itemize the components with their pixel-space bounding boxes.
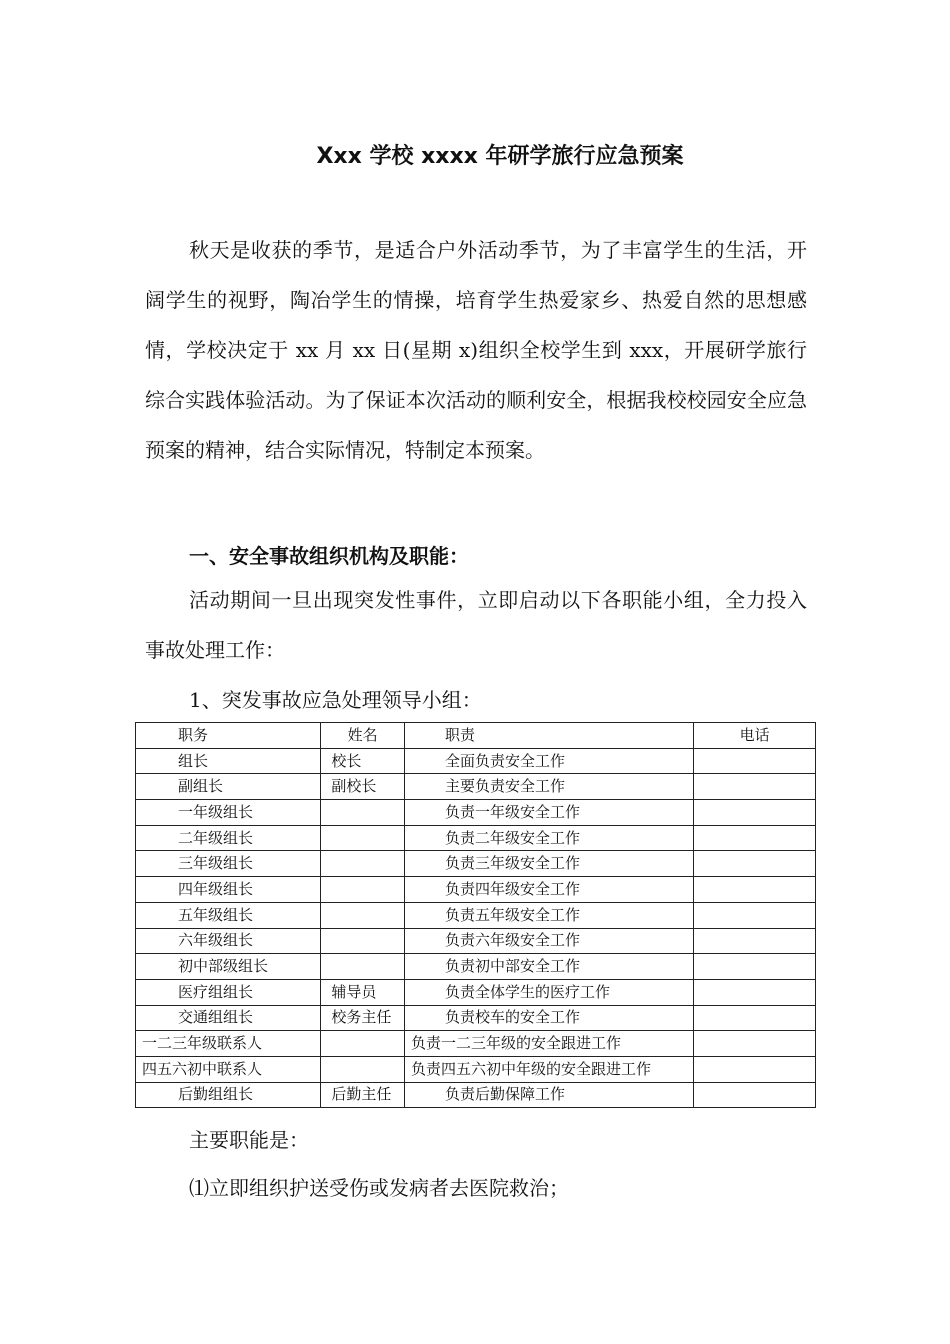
cell-name: 后勤主任 bbox=[321, 1082, 405, 1108]
cell-phone bbox=[694, 774, 816, 800]
table-row bbox=[136, 748, 816, 774]
cell-phone bbox=[694, 851, 816, 877]
cell-duty: 负责后勤保障工作 bbox=[404, 1082, 693, 1108]
section-body: 活动期间一旦出现突发性事件，立即启动以下各职能小组，全力投入事故处理工作： bbox=[145, 588, 807, 662]
cell-phone bbox=[694, 902, 816, 928]
cell-phone bbox=[694, 800, 816, 826]
table-row bbox=[136, 877, 816, 903]
table-row bbox=[136, 774, 816, 800]
cell-duty: 全面负责安全工作 bbox=[404, 748, 693, 774]
cell-name bbox=[321, 825, 405, 851]
cell-duty: 负责六年级安全工作 bbox=[404, 928, 693, 954]
table-row bbox=[136, 1005, 816, 1031]
header-duty: 职责 bbox=[404, 723, 693, 749]
cell-name: 副校长 bbox=[321, 774, 405, 800]
cell-duty: 负责一二三年级的安全跟进工作 bbox=[404, 1031, 693, 1057]
cell-phone bbox=[694, 1005, 816, 1031]
cell-role: 二年级组长 bbox=[136, 825, 321, 851]
cell-duty: 主要负责安全工作 bbox=[404, 774, 693, 800]
table-row bbox=[136, 1056, 816, 1082]
table-row bbox=[136, 1082, 816, 1108]
header-role: 职务 bbox=[136, 723, 321, 749]
cell-name bbox=[321, 1031, 405, 1057]
header-phone: 电话 bbox=[694, 723, 816, 749]
cell-name: 校长 bbox=[321, 748, 405, 774]
table-row bbox=[136, 954, 816, 980]
table-row bbox=[136, 825, 816, 851]
cell-phone bbox=[694, 825, 816, 851]
cell-duty: 负责四年级安全工作 bbox=[404, 877, 693, 903]
functions-label: 主要职能是： bbox=[189, 1128, 309, 1152]
cell-phone bbox=[694, 979, 816, 1005]
table-row bbox=[136, 928, 816, 954]
cell-name bbox=[321, 928, 405, 954]
cell-name bbox=[321, 851, 405, 877]
cell-phone bbox=[694, 928, 816, 954]
cell-role: 医疗组组长 bbox=[136, 979, 321, 1005]
table-row bbox=[136, 1031, 816, 1057]
cell-name bbox=[321, 1056, 405, 1082]
cell-role: 一二三年级联系人 bbox=[136, 1031, 321, 1057]
cell-name bbox=[321, 954, 405, 980]
cell-role: 后勤组组长 bbox=[136, 1082, 321, 1108]
cell-duty: 负责三年级安全工作 bbox=[404, 851, 693, 877]
cell-role: 四五六初中联系人 bbox=[136, 1056, 321, 1082]
cell-duty: 负责校车的安全工作 bbox=[404, 1005, 693, 1031]
function-item: ⑴立即组织护送受伤或发病者去医院救治； bbox=[189, 1176, 569, 1200]
section-heading: 一、安全事故组织机构及职能： bbox=[189, 544, 469, 568]
cell-duty: 负责四五六初中年级的安全跟进工作 bbox=[404, 1056, 693, 1082]
cell-role: 组长 bbox=[136, 748, 321, 774]
cell-duty: 负责一年级安全工作 bbox=[404, 800, 693, 826]
table-row bbox=[136, 851, 816, 877]
document-title: Xxx 学校 xxxx 年研学旅行应急预案 bbox=[316, 144, 684, 169]
cell-phone bbox=[694, 1082, 816, 1108]
cell-phone bbox=[694, 877, 816, 903]
cell-name bbox=[321, 902, 405, 928]
table-row bbox=[136, 979, 816, 1005]
table-row bbox=[136, 902, 816, 928]
cell-name: 校务主任 bbox=[321, 1005, 405, 1031]
table-header-row bbox=[136, 723, 816, 749]
cell-role: 五年级组长 bbox=[136, 902, 321, 928]
cell-role: 副组长 bbox=[136, 774, 321, 800]
cell-phone bbox=[694, 954, 816, 980]
cell-role: 交通组组长 bbox=[136, 1005, 321, 1031]
cell-name bbox=[321, 877, 405, 903]
cell-phone bbox=[694, 748, 816, 774]
header-name: 姓名 bbox=[321, 723, 405, 749]
subsection-heading: 1、突发事故应急处理领导小组： bbox=[189, 688, 482, 712]
cell-phone bbox=[694, 1056, 816, 1082]
cell-role: 三年级组长 bbox=[136, 851, 321, 877]
leadership-table bbox=[135, 722, 816, 1108]
cell-duty: 负责五年级安全工作 bbox=[404, 902, 693, 928]
intro-paragraph: 秋天是收获的季节，是适合户外活动季节，为了丰富学生的生活，开阔学生的视野，陶冶学生的情操，培育学生热爱家乡、热爱自然的思想感情，学校决定于 xx 月 xx 日(星期 x)组织全校学生到 xxx，开展研学旅行综合实践体验活动。为了保证本次活动的顺利安全，根据我校校园安全应急预案的精神，结合实际情况，特制定本预案。 bbox=[145, 238, 807, 462]
cell-role: 一年级组长 bbox=[136, 800, 321, 826]
cell-name: 辅导员 bbox=[321, 979, 405, 1005]
table-row bbox=[136, 800, 816, 826]
cell-duty: 负责初中部安全工作 bbox=[404, 954, 693, 980]
cell-name bbox=[321, 800, 405, 826]
cell-duty: 负责二年级安全工作 bbox=[404, 825, 693, 851]
cell-phone bbox=[694, 1031, 816, 1057]
cell-duty: 负责全体学生的医疗工作 bbox=[404, 979, 693, 1005]
cell-role: 四年级组长 bbox=[136, 877, 321, 903]
cell-role: 六年级组长 bbox=[136, 928, 321, 954]
cell-role: 初中部级组长 bbox=[136, 954, 321, 980]
